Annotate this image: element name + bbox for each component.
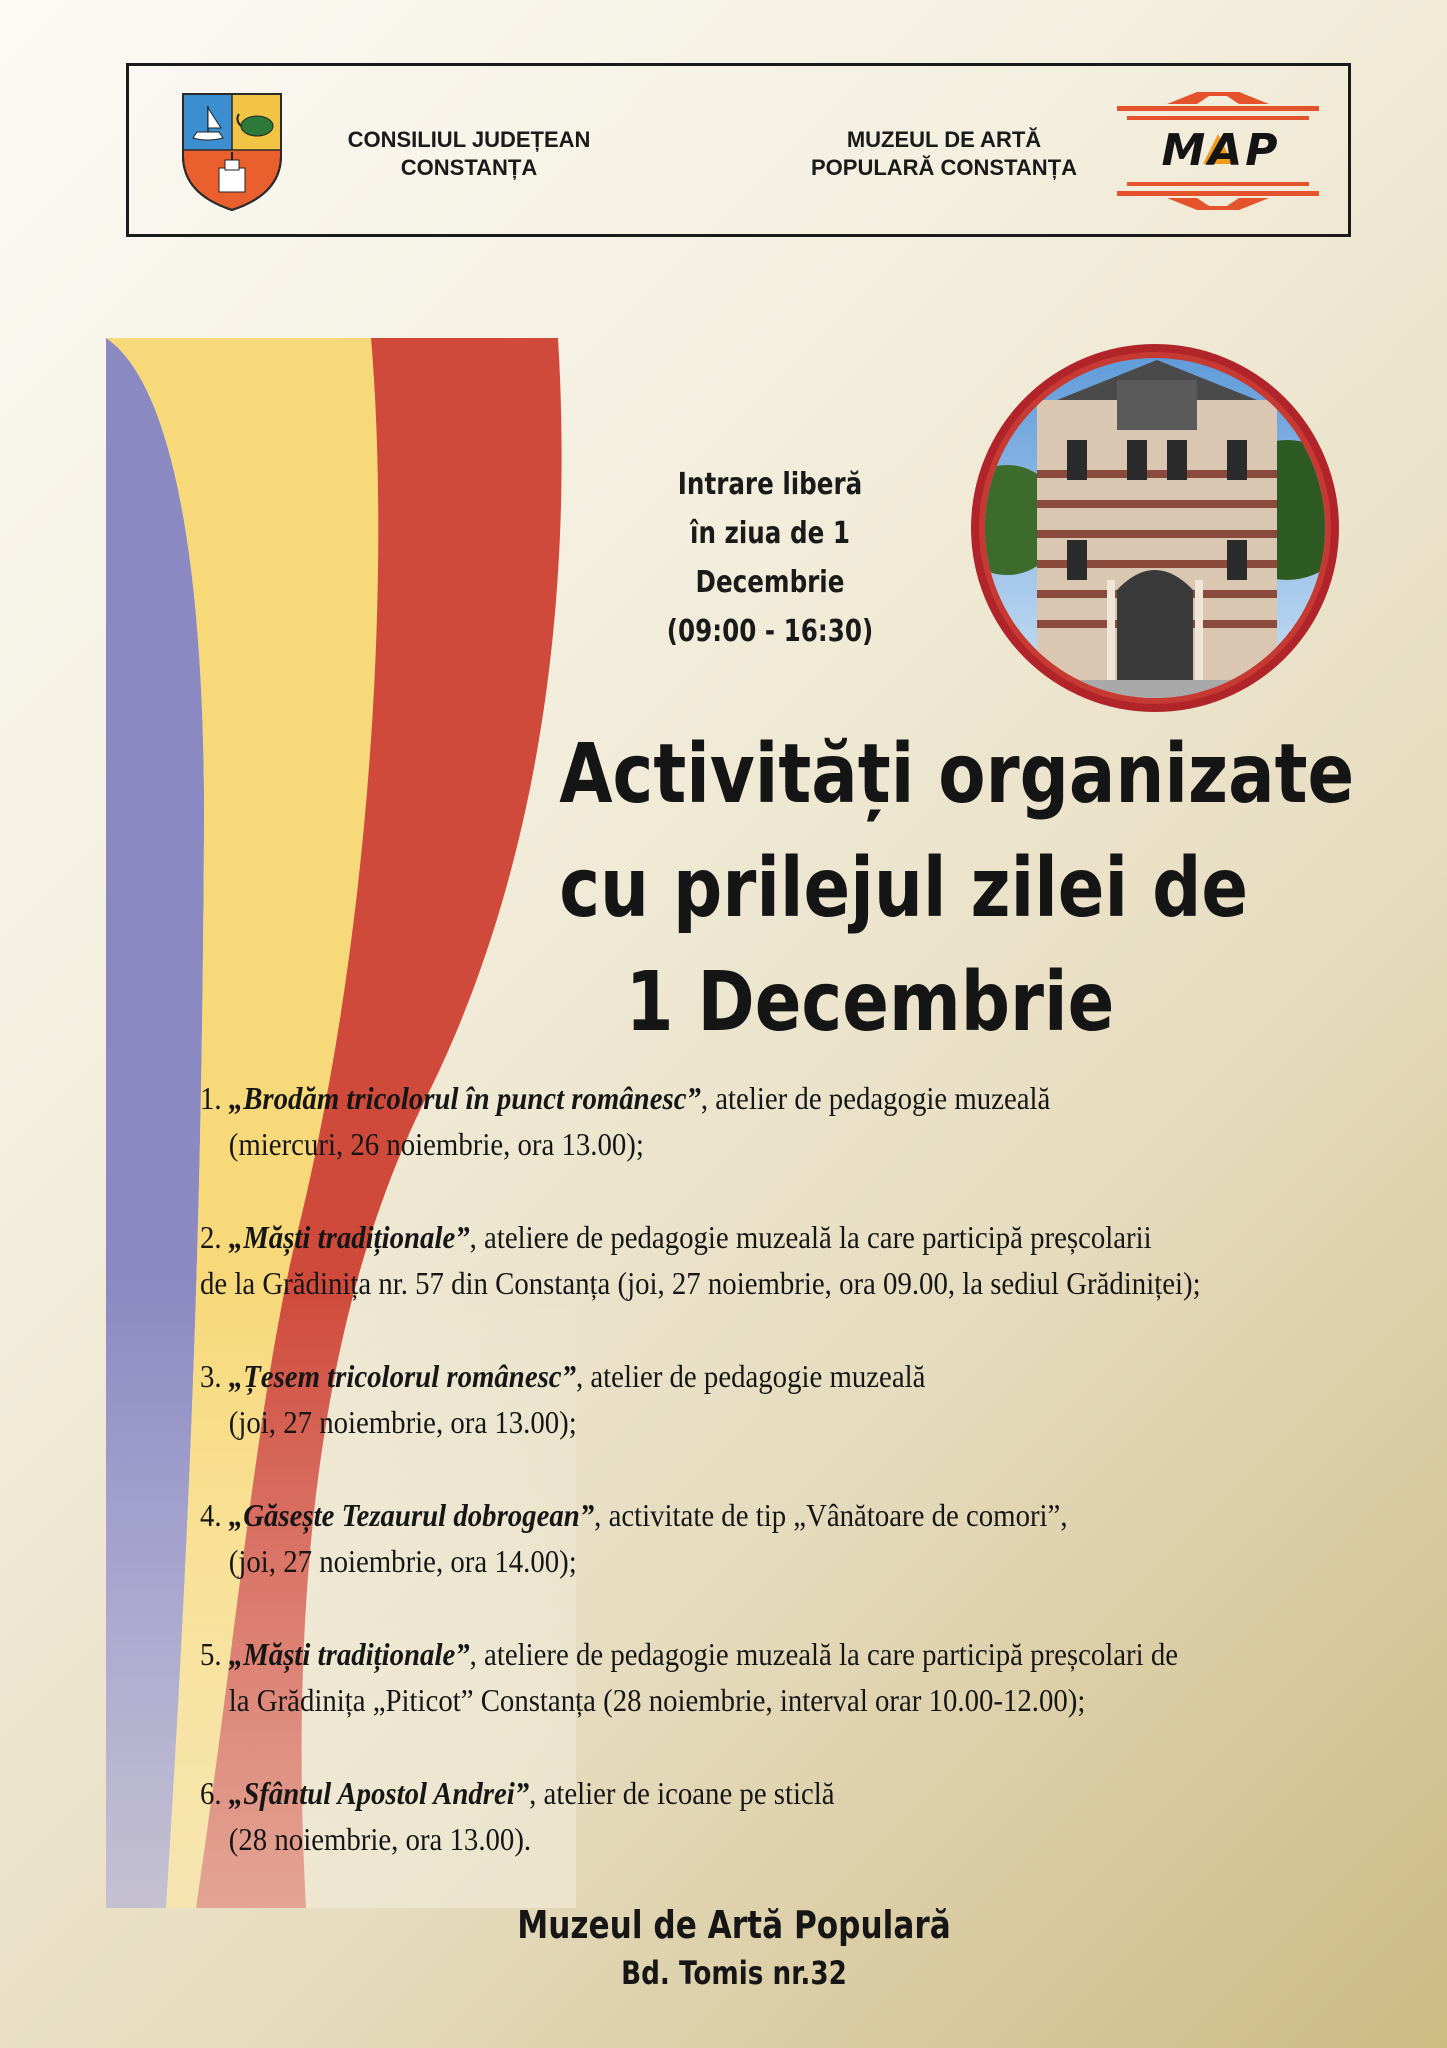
header-box xyxy=(126,63,1351,237)
footer-museum-name: Muzeul de Artă Populară xyxy=(517,1903,951,1947)
map-logo-text: MAP xyxy=(1161,125,1281,176)
activity-title: „Măști tradiționale” xyxy=(228,1636,470,1672)
activity-title: „Găsește Tezaurul dobrogean” xyxy=(228,1497,595,1533)
footer-address xyxy=(434,1900,1034,1996)
activities-list xyxy=(200,1075,1380,1909)
council-name: CONSILIUL JUDEȚEAN CONSTANȚA xyxy=(347,127,591,180)
activity-title: „Măști tradiționale” xyxy=(228,1219,470,1255)
list-item: 4. „Găsește Tezaurul dobrogean”, activitate de tip „Vânătoare de comori”, (joi, 27 noiembrie, ora 14.00); xyxy=(200,1497,1068,1579)
county-crest-icon xyxy=(179,90,285,212)
main-heading xyxy=(500,718,1355,1060)
museum-name: MUZEUL DE ARTĂ POPULARĂ CONSTANȚA xyxy=(810,127,1078,180)
list-item: 1. „Brodăm tricolorul în punct românesc”, atelier de pedagogie muzeală (miercuri, 26 noiembrie, ora 13.00); xyxy=(200,1080,1051,1162)
heading-line1: Activități organizate xyxy=(559,727,1355,822)
list-item: 2. „Măști tradiționale”, ateliere de pedagogie muzeală la care participă preșcolarii de la Grădinița nr. 57 din Constanța (joi, 27 noiembrie, ora 09.00, la sediul Grădiniței); xyxy=(200,1219,1201,1301)
list-item: 5. „Măști tradiționale”, ateliere de pedagogie muzeală la care participă preșcolari de la Grădinița „Piticot” Constanța (28 noiembrie, interval orar 10.00-12.00); xyxy=(200,1636,1179,1718)
activity-title: „Brodăm tricolorul în punct românesc” xyxy=(228,1080,701,1116)
heading-line2: cu prilejul zilei de xyxy=(559,841,1249,936)
free-entry-notice xyxy=(590,460,950,656)
activity-title: „Țesem tricolorul românesc” xyxy=(228,1358,576,1394)
list-item: 3. „Țesem tricolorul românesc”, atelier de pedagogie muzeală (joi, 27 noiembrie, ora 13.00); xyxy=(200,1358,926,1440)
list-item: 6. „Sfântul Apostol Andrei”, atelier de icoane pe sticlă (28 noiembrie, ora 13.00). xyxy=(200,1775,835,1857)
activity-title: „Sfântul Apostol Andrei” xyxy=(228,1775,530,1811)
free-entry-line1: Intrare liberă xyxy=(677,467,863,502)
footer-street: Bd. Tomis nr.32 xyxy=(621,1954,847,1992)
free-entry-hours: (09:00 - 16:30) xyxy=(666,614,874,649)
heading-line3: 1 Decembrie xyxy=(625,955,1115,1050)
museum-photo xyxy=(967,340,1343,716)
free-entry-line2: în ziua de 1 Decembrie xyxy=(690,516,850,600)
